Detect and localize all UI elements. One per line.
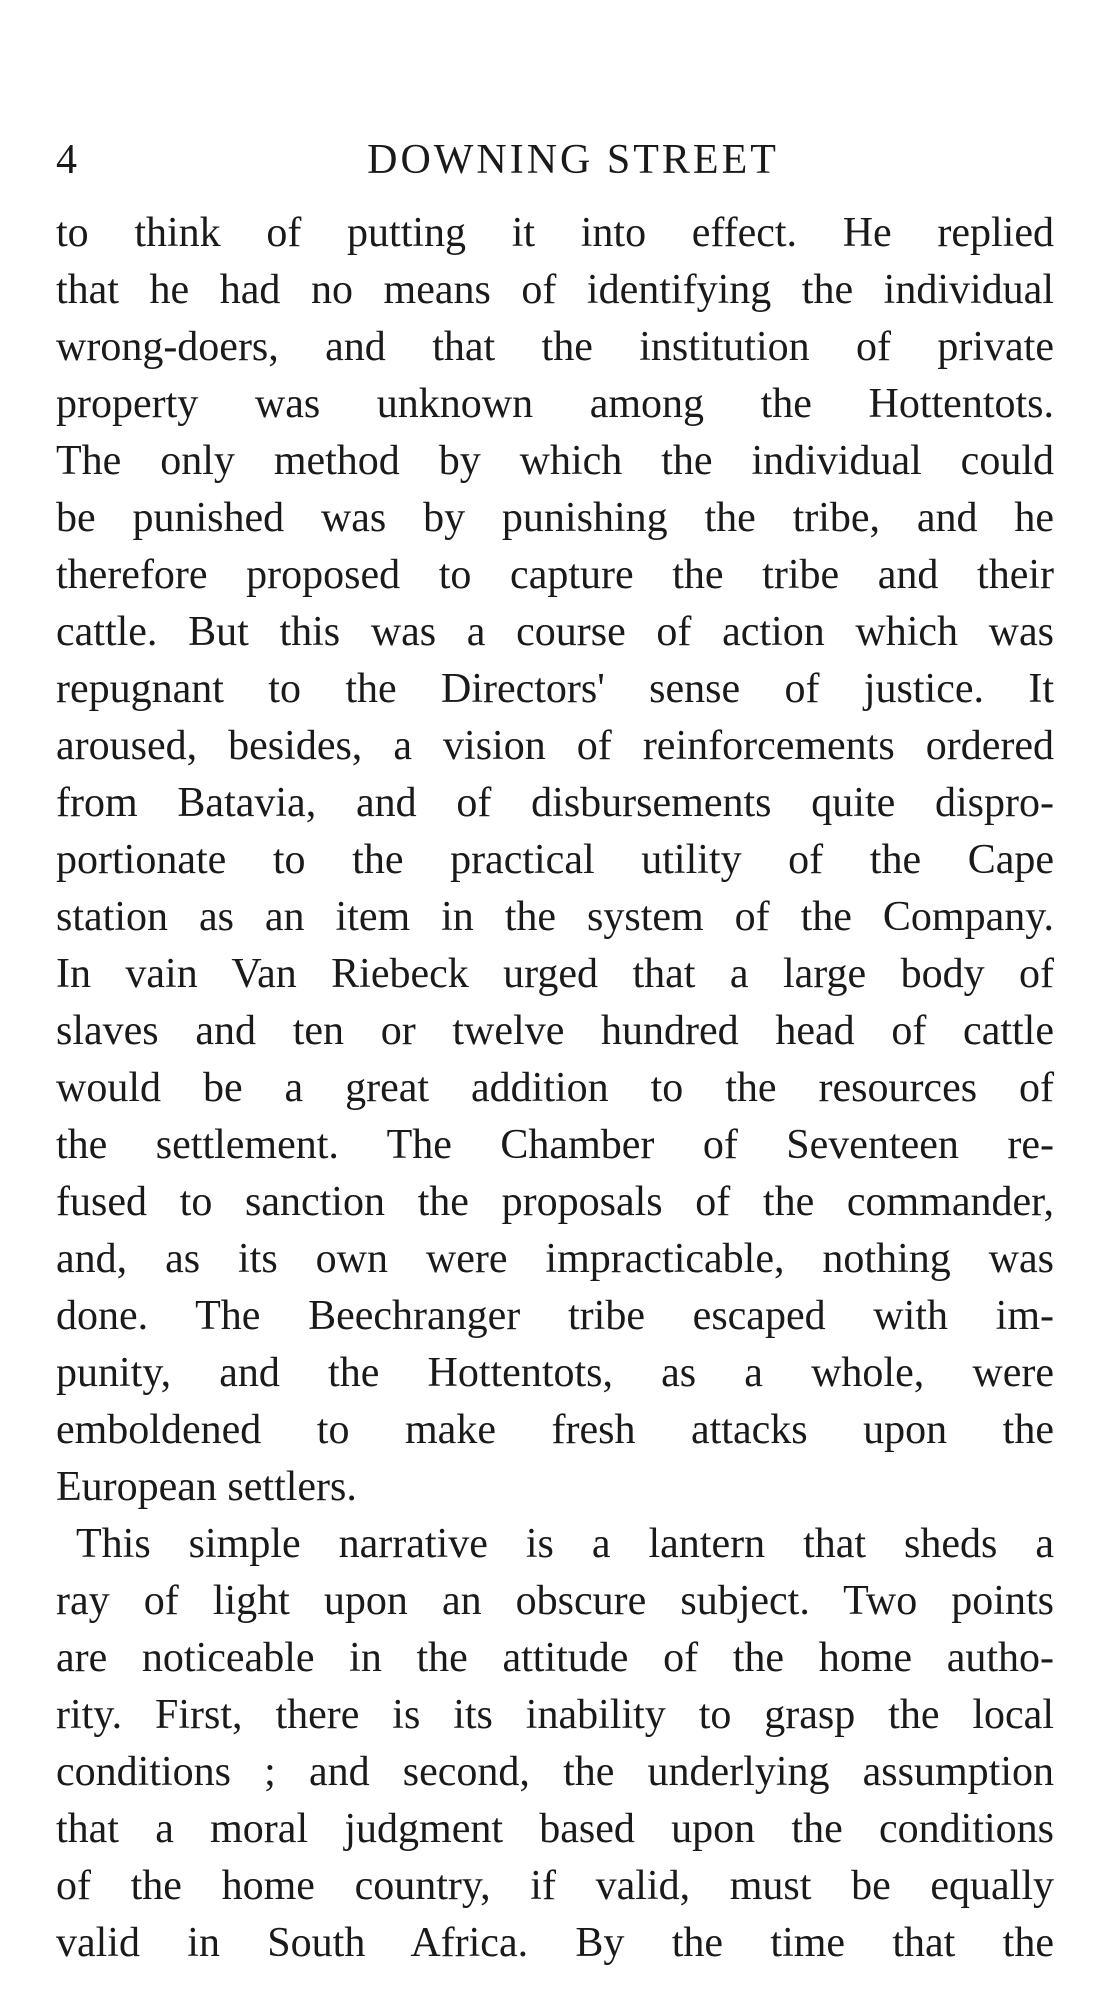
text-line: therefore proposed to capture the tribe and their (56, 552, 1054, 598)
text-line: that a moral judgment based upon the conditions (56, 1806, 1054, 1852)
text-line: to think of putting it into effect. He replied (56, 210, 1054, 256)
text-line: emboldened to make fresh attacks upon the (56, 1407, 1054, 1453)
text-line: would be a great addition to the resources of (56, 1065, 1054, 1111)
text-line: conditions ; and second, the underlying assumption (56, 1749, 1054, 1795)
text-line: cattle. But this was a course of action which was (56, 609, 1054, 655)
text-line: European settlers. (56, 1464, 357, 1510)
text-line: valid in South Africa. By the time that the (56, 1920, 1054, 1966)
text-line: slaves and ten or twelve hundred head of cattle (56, 1008, 1054, 1054)
text-line: This simple narrative is a lantern that sheds a (76, 1521, 1054, 1567)
text-line: the settlement. The Chamber of Seventeen re- (56, 1122, 1054, 1168)
paragraph-2 (56, 1516, 1054, 1972)
text-line: punity, and the Hottentots, as a whole, were (56, 1350, 1054, 1396)
text-line: station as an item in the system of the Company. (56, 894, 1054, 940)
text-line: property was unknown among the Hottentots. (56, 381, 1054, 427)
text-line: fused to sanction the proposals of the commander, (56, 1179, 1054, 1225)
running-title: DOWNING STREET (367, 137, 779, 183)
text-line: wrong-doers, and that the institution of private (56, 324, 1054, 370)
body-text (56, 205, 1054, 1972)
text-line: be punished was by punishing the tribe, and he (56, 495, 1054, 541)
text-line: rity. First, there is its inability to grasp the local (56, 1692, 1054, 1738)
running-head (56, 132, 1054, 188)
text-line: repugnant to the Directors' sense of justice. It (56, 666, 1054, 712)
paragraph-1 (56, 205, 1054, 1516)
text-line: done. The Beechranger tribe escaped with im- (56, 1293, 1054, 1339)
text-line: ray of light upon an obscure subject. Two points (56, 1578, 1054, 1624)
text-line: The only method by which the individual could (56, 438, 1054, 484)
text-line: In vain Van Riebeck urged that a large body of (56, 951, 1054, 997)
text-line: are noticeable in the attitude of the home autho- (56, 1635, 1054, 1681)
text-line: aroused, besides, a vision of reinforcements ordered (56, 723, 1054, 769)
page-number: 4 (56, 137, 77, 183)
text-line: and, as its own were impracticable, nothing was (56, 1236, 1054, 1282)
text-line: from Batavia, and of disbursements quite dispro- (56, 780, 1054, 826)
text-line: of the home country, if valid, must be equally (56, 1863, 1054, 1909)
text-line: portionate to the practical utility of the Cape (56, 837, 1054, 883)
text-line: that he had no means of identifying the individual (56, 267, 1054, 313)
